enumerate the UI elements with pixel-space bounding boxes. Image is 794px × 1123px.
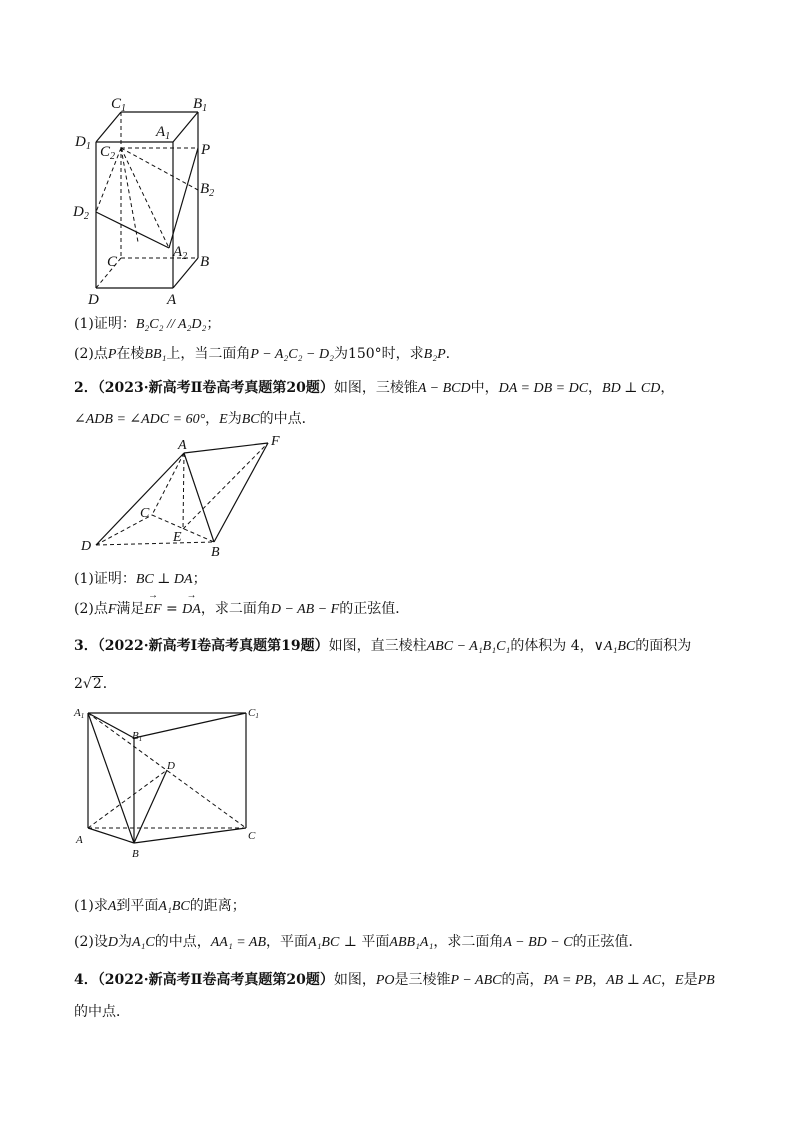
label-a1: A1 — [74, 707, 85, 720]
q1-part2: (2)点P在棱BB₁上，当二面角P − A₂C₂ − D₂为150°时，求B₂P. — [74, 346, 451, 362]
label-d2: $D_2$ — [73, 204, 89, 222]
label-d: D — [88, 292, 99, 308]
label-a: A — [76, 834, 83, 846]
label-c: C — [248, 830, 256, 842]
label-p: P — [201, 142, 211, 158]
q3-stem-line2: 2√2． — [74, 676, 117, 692]
label-b: B — [211, 545, 220, 560]
label-c: C — [107, 254, 118, 270]
q3-stem-line1: 3．（2022·新高考Ⅰ卷高考真题第19题）如图，直三棱柱ABC − A₁B₁C₁的体积为 4，∨A₁BC的面积为 — [74, 638, 692, 654]
label-d: D — [167, 760, 175, 772]
label-c2: $C_2$ — [100, 144, 116, 162]
figure-2-tetrahedron — [78, 433, 293, 558]
label-a: A — [167, 292, 177, 308]
q2-stem-line2: ∠ADB = ∠ADC = 60°，E为BC的中点． — [74, 411, 316, 427]
q2-part2: (2)点F满足→ EF = → DA，求二面角D − AB − F的正弦值． — [74, 599, 409, 620]
label-c: C — [140, 506, 150, 521]
label-b: B — [200, 254, 210, 270]
q4-stem-line2: 的中点． — [74, 1004, 130, 1020]
tetrahedron-diagram — [78, 433, 293, 558]
label-a1: $A_1$ — [156, 124, 171, 142]
prism-diagram — [70, 700, 270, 860]
label-d: D — [81, 539, 92, 554]
figure-1-cuboid — [70, 90, 230, 315]
label-c1: C1 — [248, 707, 259, 720]
label-e: E — [173, 530, 182, 545]
label-c1: $C_1$ — [111, 96, 127, 114]
label-f: F — [271, 434, 280, 449]
q2-stem-line1: 2．（2023·新高考Ⅱ卷高考真题第20题）如图，三棱锥A − BCD中，DA = DB = DC，BD ⊥ CD， — [74, 380, 675, 396]
label-b1: B1 — [132, 730, 143, 743]
label-b1: $B_1$ — [193, 96, 208, 114]
label-b2: $B_2$ — [200, 181, 215, 199]
q3-part1: (1)求A到平面A₁BC的距离； — [74, 898, 246, 914]
q1-part1: (1)证明：B₂C₂ // A₂D₂； — [74, 316, 221, 332]
label-d1: $D_1$ — [75, 134, 91, 152]
q3-part2: (2)设D为A₁C的中点，AA₁ = AB，平面A₁BC ⊥ 平面ABB₁A₁，求二面角A − BD − C的正弦值． — [74, 934, 643, 950]
figure-3-prism — [70, 700, 270, 860]
q2-part1: (1)证明：BC ⊥ DA； — [74, 571, 207, 587]
q4-stem-line1: 4．（2022·新高考Ⅱ卷高考真题第20题）如图，PO是三棱锥P − ABC的高，PA = PB，AB ⊥ AC，E是PB — [74, 972, 715, 988]
cuboid-diagram — [70, 90, 230, 315]
label-a: A — [178, 438, 187, 453]
label-b: B — [132, 848, 139, 860]
label-a2: $A_2$ — [173, 244, 188, 262]
